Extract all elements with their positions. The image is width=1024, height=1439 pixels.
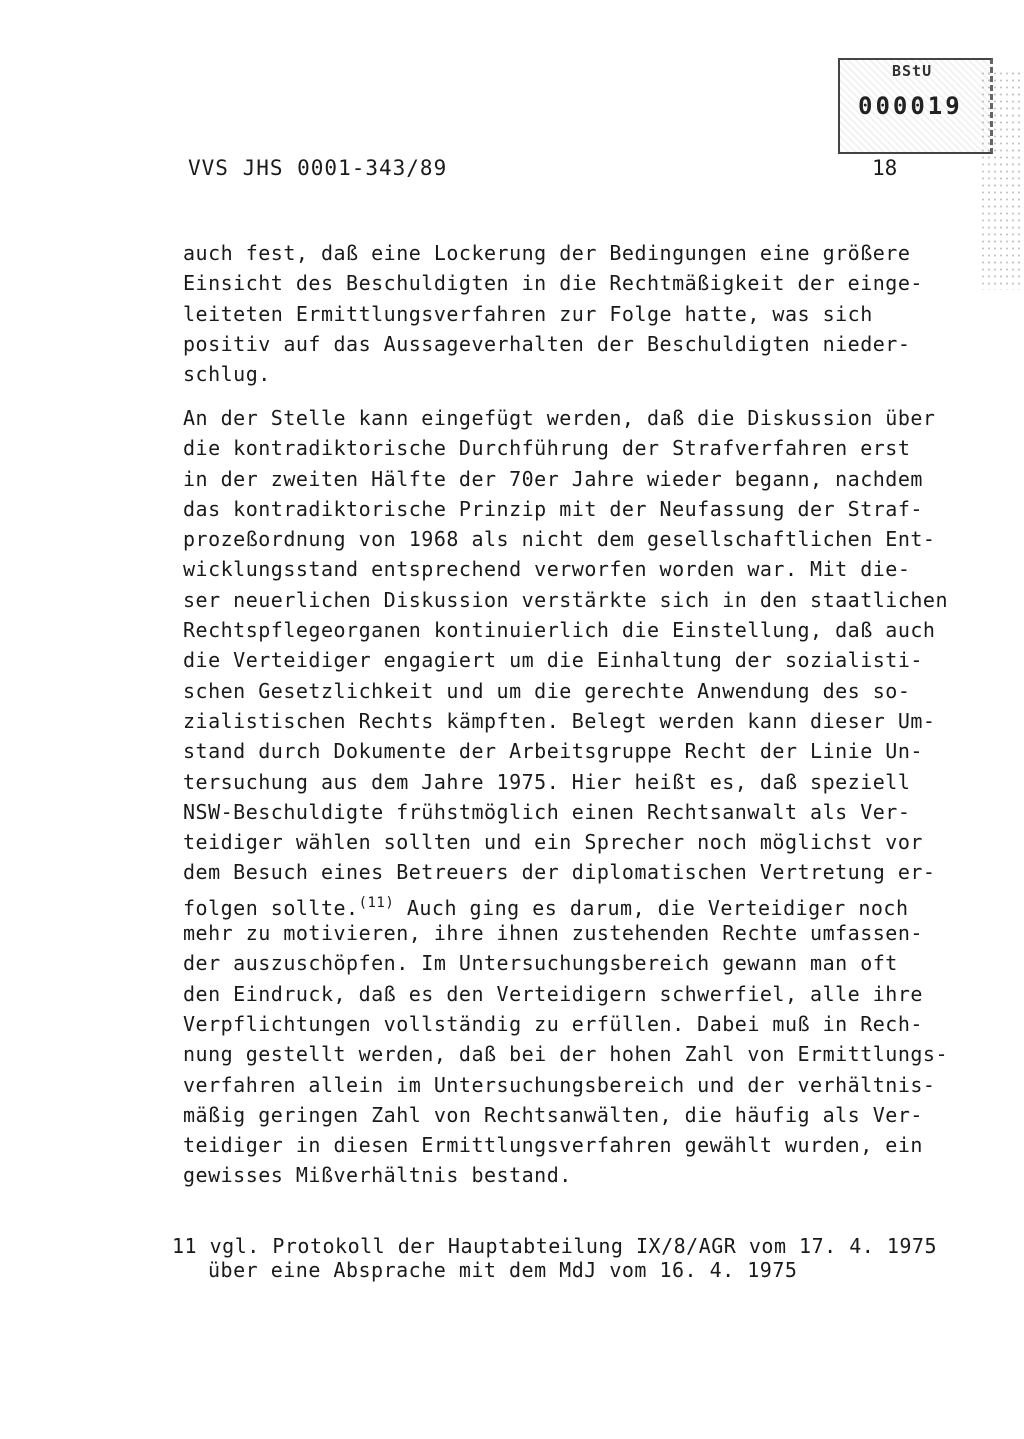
page-number: 18 [872, 156, 898, 180]
text-line: Rechtspflegeorganen kontinuierlich die Einstellung, daß auch [183, 618, 936, 643]
footnote-line: 11 vgl. Protokoll der Hauptabteilung IX/8/AGR vom 17. 4. 1975 [172, 1234, 938, 1258]
text-line: teidiger in diesen Ermittlungsverfahren gewählt wurden, ein [183, 1133, 923, 1158]
text-line: An der Stelle kann eingefügt werden, daß die Diskussion über [183, 406, 936, 430]
paragraph-2 [183, 403, 949, 1191]
text-line: nung gestellt werden, daß bei der hohen Zahl von Ermittlungs- [183, 1042, 949, 1067]
text-line: tersuchung aus dem Jahre 1975. Hier heißt es, daß speziell [183, 769, 911, 794]
text-line: prozeßordnung von 1968 als nicht dem gesellschaftlichen Ent- [183, 527, 936, 552]
text-line: mehr zu motivieren, ihre ihnen zustehenden Rechte umfassen- [183, 921, 923, 946]
text-line: positiv auf das Aussageverhalten der Beschuldigten nieder- [183, 331, 911, 356]
text-line: auch fest, daß eine Lockerung der Bedingungen eine größere [183, 241, 911, 265]
text-line: Verpflichtungen vollständig zu erfüllen. Dabei muß in Rech- [183, 1011, 923, 1036]
text-line: die Verteidiger engagiert um die Einhaltung der sozialisti- [183, 648, 923, 673]
text-fragment: Auch ging es darum, die Verteidiger noch [394, 895, 909, 920]
text-fragment: folgen sollte. [183, 895, 359, 920]
stamp-org: BStU [892, 62, 933, 80]
stamp-number: 000019 [858, 92, 963, 120]
text-line: zialistischen Rechts kämpften. Belegt werden kann dieser Um- [183, 708, 936, 733]
text-line: teidiger wählen sollten und ein Sprecher noch möglichst vor [183, 830, 923, 855]
text-line: in der zweiten Hälfte der 70er Jahre wieder begann, nachdem [183, 466, 923, 491]
footnote-marker: (11) [358, 894, 395, 911]
document-id: VVS JHS 0001-343/89 [188, 156, 448, 180]
text-line: verfahren allein im Untersuchungsbereich und der verhältnis- [183, 1072, 936, 1097]
footnote [172, 1234, 937, 1282]
text-line: der auszuschöpfen. Im Untersuchungsbereich gewann man oft [183, 951, 898, 976]
text-line: gewisses Mißverhältnis bestand. [183, 1163, 572, 1188]
scan-noise [980, 70, 1020, 290]
footnote-line: über eine Absprache mit dem MdJ vom 16. 4. 1975 [208, 1258, 798, 1282]
text-line: schlug. [183, 362, 271, 387]
text-line: den Eindruck, daß es den Verteidigern schwerfiel, alle ihre [183, 981, 923, 1006]
text-line: schen Gesetzlichkeit und um die gerechte Anwendung des so- [183, 678, 911, 703]
text-line: ser neuerlichen Diskussion verstärkte sich in den staatlichen [183, 587, 949, 612]
text-line: Einsicht des Beschuldigten in die Rechtmäßigkeit der einge- [183, 271, 923, 296]
text-line: das kontradiktorische Prinzip mit der Neufassung der Straf- [183, 496, 923, 521]
text-line: die kontradiktorische Durchführung der Strafverfahren erst [183, 436, 911, 461]
text-line-with-footnote [183, 888, 943, 918]
text-line: leiteten Ermittlungsverfahren zur Folge hatte, was sich [183, 301, 873, 326]
paragraph-1 [183, 238, 943, 389]
text-line: mäßig geringen Zahl von Rechtsanwälten, die häufig als Ver- [183, 1102, 923, 1127]
text-line: dem Besuch eines Betreuers der diplomatischen Vertretung er- [183, 860, 936, 885]
text-line: NSW-Beschuldigte frühstmöglich einen Rechtsanwalt als Ver- [183, 799, 911, 824]
text-line: stand durch Dokumente der Arbeitsgruppe Recht der Linie Un- [183, 739, 923, 764]
archive-stamp [838, 58, 993, 154]
text-line: wicklungsstand entsprechend verworfen worden war. Mit die- [183, 557, 911, 582]
